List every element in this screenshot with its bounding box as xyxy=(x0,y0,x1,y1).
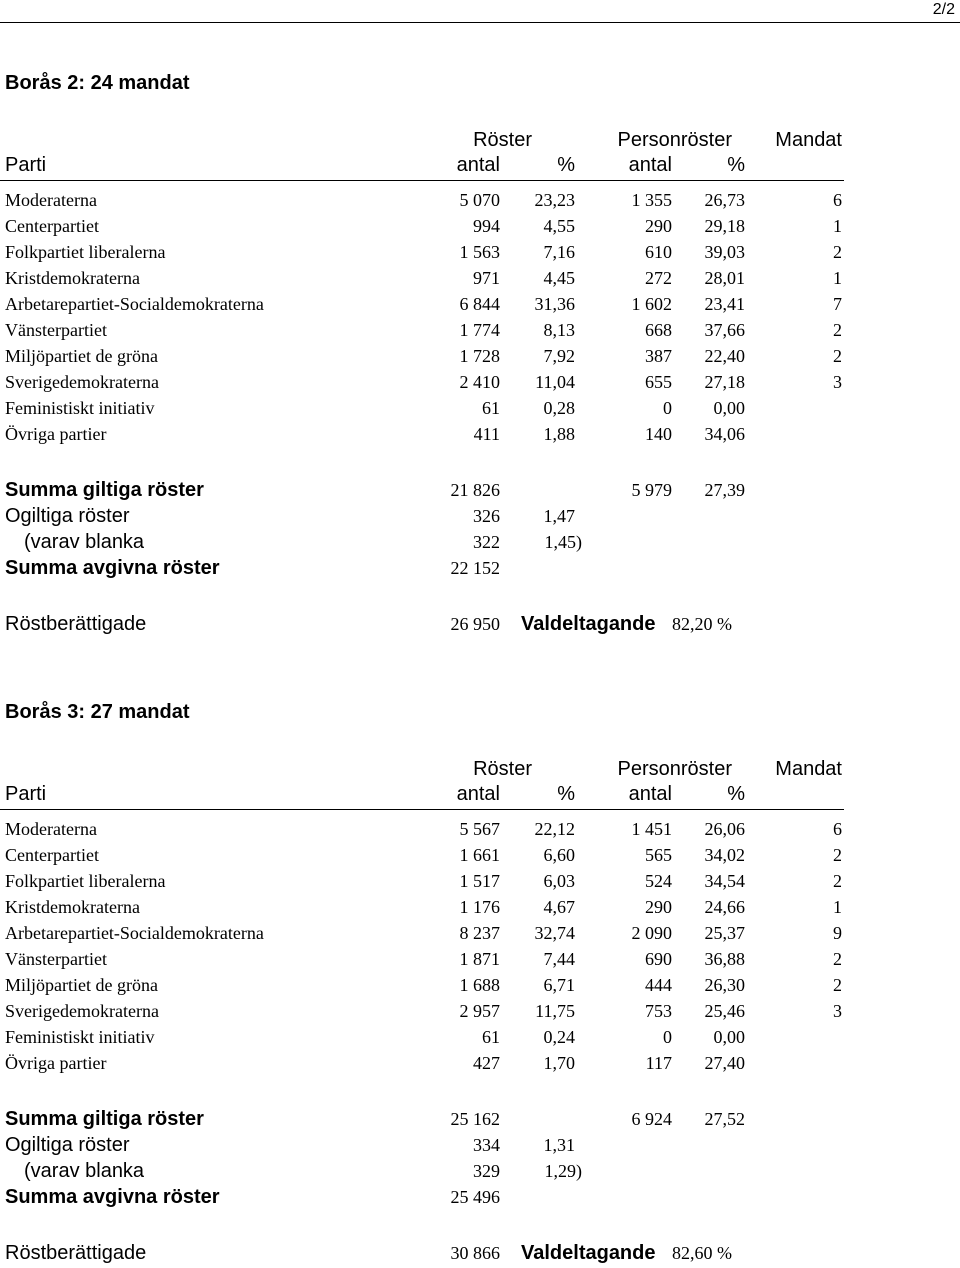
summary-rostberattigade xyxy=(0,1242,960,1268)
valdeltagande-label: Valdeltagande xyxy=(521,613,656,635)
section-title: Borås 3: 27 mandat xyxy=(5,701,190,723)
summary-label: Summa giltiga röster xyxy=(5,1108,204,1130)
summary-antal: 21 826 xyxy=(450,480,500,500)
mandat-count: 2 xyxy=(833,242,842,262)
votes-percent: 7,44 xyxy=(543,949,575,969)
votes-percent: 22,12 xyxy=(534,819,575,839)
party-name: Centerpartiet xyxy=(5,845,99,865)
party-name: Arbetarepartiet-Socialdemokraterna xyxy=(5,294,264,314)
table-row xyxy=(0,241,960,267)
personal-votes-percent: 0,00 xyxy=(713,1027,745,1047)
summary-person-antal: 5 979 xyxy=(631,480,672,500)
summary-rostberattigade xyxy=(0,613,960,639)
header-person-percent: % xyxy=(727,154,745,176)
votes-antal: 1 728 xyxy=(459,346,500,366)
summary-antal: 326 xyxy=(473,506,500,526)
personal-votes-antal: 2 090 xyxy=(631,923,672,943)
summary-antal: 334 xyxy=(473,1135,500,1155)
header-rule xyxy=(0,809,844,810)
summary-percent: 1,31 xyxy=(543,1135,575,1155)
mandat-count: 1 xyxy=(833,897,842,917)
table-row xyxy=(0,818,960,844)
header-rule xyxy=(0,180,844,181)
table-row xyxy=(0,1052,960,1078)
mandat-count: 2 xyxy=(833,871,842,891)
personal-votes-percent: 34,54 xyxy=(704,871,745,891)
votes-antal: 411 xyxy=(473,424,500,444)
votes-percent: 7,92 xyxy=(543,346,575,366)
mandat-count: 3 xyxy=(833,1001,842,1021)
votes-antal: 61 xyxy=(482,398,500,418)
table-row xyxy=(0,397,960,423)
header-antal: antal xyxy=(456,154,500,176)
personal-votes-antal: 690 xyxy=(645,949,672,969)
mandat-count: 1 xyxy=(833,268,842,288)
summary-label: (varav blanka xyxy=(24,1160,145,1182)
summary-antal: 26 950 xyxy=(450,614,500,634)
table-row xyxy=(0,974,960,1000)
votes-percent: 4,67 xyxy=(543,897,575,917)
summary-percent: 1,47 xyxy=(543,506,575,526)
votes-percent: 0,28 xyxy=(543,398,575,418)
party-name: Feministiskt initiativ xyxy=(5,398,155,418)
summary-avgivna xyxy=(0,557,960,583)
section-boras-3 xyxy=(0,700,960,1268)
votes-antal: 6 844 xyxy=(459,294,500,314)
personal-votes-antal: 140 xyxy=(645,424,672,444)
personal-votes-percent: 39,03 xyxy=(704,242,745,262)
personal-votes-percent: 23,41 xyxy=(704,294,745,314)
valdeltagande-value: 82,60 % xyxy=(672,1243,732,1263)
summary-percent: 1,29) xyxy=(544,1161,582,1181)
party-name: Centerpartiet xyxy=(5,216,99,236)
votes-antal: 5 567 xyxy=(459,819,500,839)
mandat-count: 2 xyxy=(833,346,842,366)
votes-antal: 1 871 xyxy=(459,949,500,969)
party-name: Folkpartiet liberalerna xyxy=(5,242,166,262)
summary-blanka xyxy=(0,1160,960,1186)
mandat-count: 2 xyxy=(833,975,842,995)
mandat-count: 7 xyxy=(833,294,842,314)
party-name: Övriga partier xyxy=(5,424,107,444)
personal-votes-percent: 0,00 xyxy=(713,398,745,418)
table-row xyxy=(0,870,960,896)
personal-votes-antal: 272 xyxy=(645,268,672,288)
votes-percent: 0,24 xyxy=(543,1027,575,1047)
party-name: Miljöpartiet de gröna xyxy=(5,975,158,995)
summary-label: (varav blanka xyxy=(24,531,145,553)
votes-antal: 994 xyxy=(473,216,500,236)
header-parti: Parti xyxy=(5,783,47,805)
personal-votes-antal: 117 xyxy=(645,1053,672,1073)
party-name: Sverigedemokraterna xyxy=(5,1001,159,1021)
personal-votes-percent: 25,46 xyxy=(704,1001,745,1021)
votes-antal: 1 517 xyxy=(459,871,500,891)
table-row xyxy=(0,948,960,974)
summary-avgivna xyxy=(0,1186,960,1212)
party-rows xyxy=(0,818,960,1078)
party-name: Moderaterna xyxy=(5,190,97,210)
party-name: Arbetarepartiet-Socialdemokraterna xyxy=(5,923,264,943)
personal-votes-antal: 290 xyxy=(645,216,672,236)
summary-antal: 25 162 xyxy=(450,1109,500,1129)
summary-giltiga xyxy=(0,479,960,505)
party-rows xyxy=(0,189,960,449)
personal-votes-antal: 668 xyxy=(645,320,672,340)
votes-percent: 7,16 xyxy=(543,242,575,262)
header-mandat: Mandat xyxy=(775,129,842,151)
section-boras-2 xyxy=(0,71,960,641)
personal-votes-percent: 24,66 xyxy=(704,897,745,917)
table-row xyxy=(0,215,960,241)
table-row xyxy=(0,1000,960,1026)
summary-person-percent: 27,39 xyxy=(704,480,745,500)
table-row xyxy=(0,319,960,345)
header-roster: Röster xyxy=(473,758,532,780)
votes-percent: 11,04 xyxy=(535,372,575,392)
page-number: 2/2 xyxy=(932,1,955,18)
personal-votes-percent: 34,02 xyxy=(704,845,745,865)
party-name: Vänsterpartiet xyxy=(5,949,107,969)
summary-label: Summa avgivna röster xyxy=(5,557,220,579)
mandat-count: 6 xyxy=(833,819,842,839)
votes-percent: 32,74 xyxy=(534,923,575,943)
votes-antal: 1 774 xyxy=(459,320,500,340)
summary-label: Ogiltiga röster xyxy=(5,505,130,527)
mandat-count: 2 xyxy=(833,320,842,340)
summary-blanka xyxy=(0,531,960,557)
party-name: Moderaterna xyxy=(5,819,97,839)
votes-percent: 6,60 xyxy=(543,845,575,865)
summary-percent: 1,45) xyxy=(544,532,582,552)
votes-antal: 2 410 xyxy=(459,372,500,392)
mandat-count: 9 xyxy=(833,923,842,943)
summary-label: Summa avgivna röster xyxy=(5,1186,220,1208)
personal-votes-percent: 27,40 xyxy=(704,1053,745,1073)
votes-percent: 6,03 xyxy=(543,871,575,891)
summary-antal: 30 866 xyxy=(450,1243,500,1263)
personal-votes-antal: 1 451 xyxy=(631,819,672,839)
summary-antal: 322 xyxy=(473,532,500,552)
personal-votes-percent: 25,37 xyxy=(704,923,745,943)
mandat-count: 3 xyxy=(833,372,842,392)
votes-percent: 1,88 xyxy=(543,424,575,444)
table-row xyxy=(0,896,960,922)
votes-antal: 2 957 xyxy=(459,1001,500,1021)
summary-ogiltiga xyxy=(0,1134,960,1160)
section-title: Borås 2: 24 mandat xyxy=(5,72,190,94)
personal-votes-antal: 290 xyxy=(645,897,672,917)
votes-antal: 8 237 xyxy=(459,923,500,943)
personal-votes-antal: 1 602 xyxy=(631,294,672,314)
mandat-count: 2 xyxy=(833,845,842,865)
votes-percent: 23,23 xyxy=(534,190,575,210)
summary-antal: 329 xyxy=(473,1161,500,1181)
personal-votes-antal: 524 xyxy=(645,871,672,891)
personal-votes-antal: 1 355 xyxy=(631,190,672,210)
summary-label: Ogiltiga röster xyxy=(5,1134,130,1156)
personal-votes-percent: 28,01 xyxy=(704,268,745,288)
table-row xyxy=(0,345,960,371)
personal-votes-antal: 655 xyxy=(645,372,672,392)
personal-votes-antal: 387 xyxy=(645,346,672,366)
votes-antal: 971 xyxy=(473,268,500,288)
header-person-percent: % xyxy=(727,783,745,805)
personal-votes-percent: 29,18 xyxy=(704,216,745,236)
votes-antal: 61 xyxy=(482,1027,500,1047)
party-name: Folkpartiet liberalerna xyxy=(5,871,166,891)
table-row xyxy=(0,844,960,870)
party-name: Feministiskt initiativ xyxy=(5,1027,155,1047)
personal-votes-percent: 26,30 xyxy=(704,975,745,995)
votes-antal: 5 070 xyxy=(459,190,500,210)
votes-antal: 1 176 xyxy=(459,897,500,917)
personal-votes-antal: 0 xyxy=(663,398,672,418)
table-row xyxy=(0,293,960,319)
header-parti: Parti xyxy=(5,154,47,176)
mandat-count: 2 xyxy=(833,949,842,969)
table-row xyxy=(0,1026,960,1052)
header-person-antal: antal xyxy=(628,783,672,805)
personal-votes-percent: 37,66 xyxy=(704,320,745,340)
votes-antal: 1 563 xyxy=(459,242,500,262)
header-personroster: Personröster xyxy=(617,758,732,780)
votes-antal: 1 688 xyxy=(459,975,500,995)
header-percent: % xyxy=(557,154,575,176)
mandat-count: 1 xyxy=(833,216,842,236)
table-row xyxy=(0,189,960,215)
votes-antal: 1 661 xyxy=(459,845,500,865)
party-name: Miljöpartiet de gröna xyxy=(5,346,158,366)
summary-antal: 25 496 xyxy=(450,1187,500,1207)
summary-giltiga xyxy=(0,1108,960,1134)
valdeltagande-label: Valdeltagande xyxy=(521,1242,656,1264)
personal-votes-antal: 0 xyxy=(663,1027,672,1047)
party-name: Vänsterpartiet xyxy=(5,320,107,340)
header-antal: antal xyxy=(456,783,500,805)
personal-votes-antal: 565 xyxy=(645,845,672,865)
summary-person-antal: 6 924 xyxy=(631,1109,672,1129)
votes-antal: 427 xyxy=(473,1053,500,1073)
personal-votes-antal: 753 xyxy=(645,1001,672,1021)
header-roster: Röster xyxy=(473,129,532,151)
votes-percent: 4,45 xyxy=(543,268,575,288)
votes-percent: 11,75 xyxy=(535,1001,575,1021)
personal-votes-antal: 444 xyxy=(645,975,672,995)
party-name: Sverigedemokraterna xyxy=(5,372,159,392)
personal-votes-percent: 26,06 xyxy=(704,819,745,839)
party-name: Kristdemokraterna xyxy=(5,268,140,288)
personal-votes-percent: 36,88 xyxy=(704,949,745,969)
top-divider xyxy=(0,22,960,23)
votes-percent: 4,55 xyxy=(543,216,575,236)
valdeltagande-value: 82,20 % xyxy=(672,614,732,634)
header-person-antal: antal xyxy=(628,154,672,176)
personal-votes-antal: 610 xyxy=(645,242,672,262)
table-row xyxy=(0,371,960,397)
summary-antal: 22 152 xyxy=(450,558,500,578)
votes-percent: 1,70 xyxy=(543,1053,575,1073)
personal-votes-percent: 27,18 xyxy=(704,372,745,392)
personal-votes-percent: 34,06 xyxy=(704,424,745,444)
header-percent: % xyxy=(557,783,575,805)
table-row xyxy=(0,423,960,449)
summary-label: Summa giltiga röster xyxy=(5,479,204,501)
votes-percent: 31,36 xyxy=(534,294,575,314)
personal-votes-percent: 22,40 xyxy=(704,346,745,366)
summary-ogiltiga xyxy=(0,505,960,531)
table-row xyxy=(0,267,960,293)
votes-percent: 8,13 xyxy=(543,320,575,340)
table-row xyxy=(0,922,960,948)
votes-percent: 6,71 xyxy=(543,975,575,995)
summary-label: Röstberättigade xyxy=(5,613,147,635)
summary-label: Röstberättigade xyxy=(5,1242,147,1264)
mandat-count: 6 xyxy=(833,190,842,210)
header-mandat: Mandat xyxy=(775,758,842,780)
header-personroster: Personröster xyxy=(617,129,732,151)
personal-votes-percent: 26,73 xyxy=(704,190,745,210)
party-name: Övriga partier xyxy=(5,1053,107,1073)
summary-person-percent: 27,52 xyxy=(704,1109,745,1129)
party-name: Kristdemokraterna xyxy=(5,897,140,917)
